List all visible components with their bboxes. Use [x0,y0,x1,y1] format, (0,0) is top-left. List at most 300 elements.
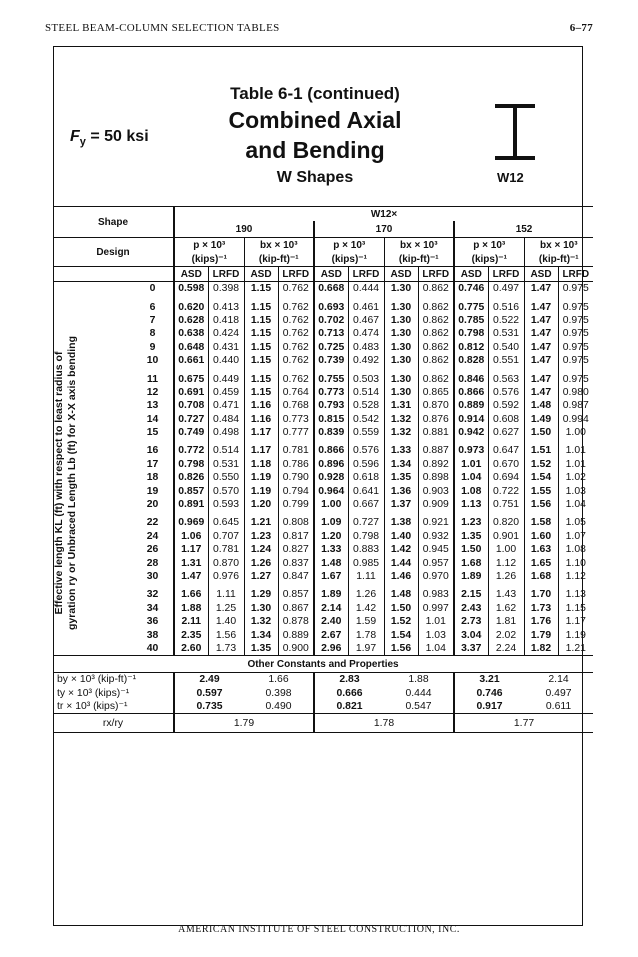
value-cell: 1.11 [208,588,244,601]
axis-spacer [53,458,138,471]
value-cell: 1.89 [314,588,348,601]
value-cell: 0.881 [418,426,454,439]
axis-spacer [53,444,138,457]
value-cell: 1.26 [244,556,278,569]
value-cell: 0.670 [488,458,524,471]
value-cell: 0.942 [454,426,488,439]
length-cell: 13 [146,400,159,412]
title-line2: Combined Axial [228,107,402,133]
value-cell: 1.15 [558,602,593,615]
table-row [53,413,593,426]
value-cell: 1.15 [244,341,278,354]
table-row [53,588,593,601]
length-cell: 36 [146,616,159,628]
value-cell: 0.576 [488,386,524,399]
value-cell: 1.18 [244,458,278,471]
value-cell: 0.762 [278,341,314,354]
table-row [53,642,593,656]
value-cell: 0.540 [488,341,524,354]
constant-value: 2.83 [314,673,384,687]
value-cell: 0.793 [314,399,348,412]
value-cell: 0.790 [278,471,314,484]
value-cell: 1.47 [524,386,558,399]
value-cell: 1.48 [384,588,418,601]
value-cell: 0.459 [208,386,244,399]
value-cell: 0.398 [208,282,244,296]
value-cell: 0.997 [418,602,454,615]
value-cell: 1.81 [488,615,524,628]
value-cell: 0.837 [278,556,314,569]
method-head: ASD [454,267,488,282]
value-cell: 1.30 [244,602,278,615]
value-cell: 1.36 [384,484,418,497]
value-cell: 0.514 [208,444,244,457]
value-cell: 0.909 [418,498,454,511]
value-cell: 1.35 [384,471,418,484]
value-cell: 0.661 [174,354,208,367]
value-cell: 0.775 [454,300,488,313]
value-cell: 0.870 [418,399,454,412]
axis-spacer [53,399,138,412]
ratio-value: 1.77 [454,714,593,733]
constant-value: 0.821 [314,700,384,714]
value-cell: 1.56 [524,498,558,511]
value-cell: 0.865 [418,386,454,399]
value-cell: 0.722 [488,484,524,497]
axis-spacer [53,615,138,628]
length-cell: 34 [146,602,159,614]
value-cell: 0.608 [488,413,524,426]
value-cell: 2.02 [488,628,524,641]
ratio-value: 1.78 [314,714,454,733]
length-cell: 32 [146,589,159,601]
table-row [53,458,593,471]
shape-group: W12× [174,207,593,222]
value-cell: 0.975 [558,327,593,340]
method-spacer [53,267,174,282]
value-cell: 0.983 [418,588,454,601]
value-cell: 1.26 [348,588,384,601]
constant-value: 0.398 [265,687,292,699]
value-cell: 1.08 [558,543,593,556]
value-cell: 0.531 [208,458,244,471]
value-cell: 0.857 [278,588,314,601]
table-row [53,628,593,641]
value-cell: 0.964 [314,484,348,497]
value-cell: 0.467 [348,314,384,327]
value-cell: 0.945 [418,543,454,556]
length-cell: 22 [146,517,159,529]
title-line4: W Shapes [276,169,354,186]
column-head: bx × 10³ [384,238,454,253]
value-cell: 1.30 [384,300,418,313]
column-head: bx × 10³ [244,238,314,253]
value-cell: 1.30 [384,372,418,385]
value-cell: 0.497 [488,282,524,296]
method-head: ASD [524,267,558,282]
length-cell: 17 [146,458,159,470]
value-cell: 0.777 [278,426,314,439]
value-cell: 0.762 [278,354,314,367]
value-cell: 0.694 [488,471,524,484]
value-cell: 1.52 [524,458,558,471]
fy-value: = 50 ksi [90,128,149,145]
value-cell: 0.817 [278,530,314,543]
constant-value: 2.14 [548,674,569,686]
weight-190: 190 [174,221,314,238]
value-cell: 1.48 [314,556,348,569]
value-cell: 0.980 [558,386,593,399]
value-cell: 0.862 [418,327,454,340]
axis-spacer [53,498,138,511]
value-cell: 0.596 [348,458,384,471]
value-cell: 0.449 [208,372,244,385]
value-cell: 1.24 [244,543,278,556]
weight-170: 170 [314,221,454,238]
value-cell: 1.62 [488,602,524,615]
value-cell: 1.34 [384,458,418,471]
constant-row [53,673,593,687]
ratio-row [53,714,593,733]
value-cell: 1.32 [384,413,418,426]
value-cell: 1.30 [384,354,418,367]
value-cell: 0.667 [348,498,384,511]
value-cell: 1.73 [524,602,558,615]
method-head: ASD [244,267,278,282]
shape-badge: W12 [497,170,524,185]
value-cell: 1.30 [384,327,418,340]
value-cell: 0.862 [418,372,454,385]
length-cell: 18 [146,472,159,484]
shape-label: Shape [98,216,129,228]
constant-value: 3.21 [454,673,524,687]
value-cell: 0.593 [208,498,244,511]
value-cell: 1.02 [558,471,593,484]
table-row [53,530,593,543]
constant-value: 0.547 [405,701,432,713]
value-cell: 1.42 [384,543,418,556]
value-cell: 0.889 [454,399,488,412]
value-cell: 0.862 [418,341,454,354]
axis-spacer [53,530,138,543]
axis-spacer [53,628,138,641]
table-row [53,543,593,556]
value-cell: 0.870 [208,556,244,569]
value-cell: 0.883 [348,543,384,556]
value-cell: 1.68 [454,556,488,569]
value-cell: 1.00 [488,543,524,556]
page-number: 6–77 [569,22,593,34]
value-cell: 1.40 [384,530,418,543]
value-cell: 1.04 [418,642,454,656]
value-cell: 1.47 [174,570,208,583]
value-cell: 1.52 [384,615,418,628]
value-cell: 0.799 [278,498,314,511]
value-cell: 1.12 [558,570,593,583]
value-cell: 1.35 [244,642,278,656]
value-cell: 1.21 [244,516,278,529]
value-cell: 0.975 [558,372,593,385]
title-line1: Table 6-1 (continued) [230,84,400,103]
value-cell: 1.76 [524,615,558,628]
value-cell: 1.04 [454,471,488,484]
axis-spacer [53,386,138,399]
value-cell: 1.47 [524,341,558,354]
value-cell: 0.798 [454,327,488,340]
value-cell: 0.471 [208,399,244,412]
value-cell: 0.648 [174,341,208,354]
value-cell: 1.15 [244,314,278,327]
value-cell: 0.768 [278,399,314,412]
value-cell: 0.592 [488,399,524,412]
value-cell: 0.550 [208,471,244,484]
value-cell: 0.431 [208,341,244,354]
value-cell: 0.847 [278,570,314,583]
value-cell: 0.424 [208,327,244,340]
fy-sub: y [79,136,86,149]
value-cell: 1.25 [208,602,244,615]
value-cell: 1.01 [418,615,454,628]
value-cell: 1.19 [558,628,593,641]
value-cell: 0.483 [348,341,384,354]
value-cell: 2.11 [174,615,208,628]
table-row [53,341,593,354]
value-cell: 0.627 [488,426,524,439]
length-cell: 0 [149,283,156,295]
table-row [53,615,593,628]
value-cell: 1.32 [244,615,278,628]
constant-value: 0.735 [174,700,244,714]
value-cell: 2.15 [454,588,488,601]
value-cell: 0.798 [174,458,208,471]
value-cell: 1.15 [244,354,278,367]
value-cell: 1.30 [384,341,418,354]
value-cell: 0.702 [314,314,348,327]
value-cell: 0.563 [488,372,524,385]
value-cell: 1.59 [348,615,384,628]
value-cell: 1.20 [244,498,278,511]
running-header: STEEL BEAM-COLUMN SELECTION TABLES [45,22,280,34]
value-cell: 1.31 [174,556,208,569]
value-cell: 0.708 [174,399,208,412]
value-cell: 1.15 [244,300,278,313]
value-cell: 0.975 [558,354,593,367]
value-cell: 1.42 [348,602,384,615]
length-cell: 38 [146,629,159,641]
value-cell: 1.17 [244,426,278,439]
value-cell: 0.749 [174,426,208,439]
value-cell: 1.34 [244,628,278,641]
value-cell: 1.19 [244,471,278,484]
value-cell: 0.516 [488,300,524,313]
table-row [53,556,593,569]
value-cell: 0.773 [278,413,314,426]
value-cell: 0.921 [418,516,454,529]
value-cell: 1.56 [208,628,244,641]
value-cell: 1.17 [244,444,278,457]
constant-value: 0.597 [174,687,244,700]
value-cell: 1.47 [524,354,558,367]
unit-head: (kips)⁻¹ [454,252,524,267]
value-cell: 1.30 [384,386,418,399]
value-cell: 0.862 [418,300,454,313]
unit-head: (kip-ft)⁻¹ [244,252,314,267]
value-cell: 0.727 [174,413,208,426]
value-cell: 0.785 [454,314,488,327]
column-head: p × 10³ [454,238,524,253]
value-cell: 0.542 [348,413,384,426]
value-cell: 1.12 [488,556,524,569]
value-cell: 0.598 [174,282,208,296]
value-cell: 1.23 [244,530,278,543]
axis-spacer [53,327,138,340]
axis-spacer [53,588,138,601]
table-bottom [53,733,593,734]
table-row [53,602,593,615]
length-cell: 24 [146,530,159,542]
value-cell: 0.820 [488,516,524,529]
value-cell: 1.13 [558,588,593,601]
value-cell: 0.896 [314,458,348,471]
value-cell: 1.50 [384,602,418,615]
value-cell: 1.04 [558,498,593,511]
value-cell: 0.798 [348,530,384,543]
value-cell: 1.78 [348,628,384,641]
value-cell: 0.866 [454,386,488,399]
method-head: LRFD [488,267,524,282]
value-cell: 0.903 [418,484,454,497]
table-row [53,354,593,367]
value-cell: 0.514 [348,386,384,399]
length-cell: 9 [149,341,156,353]
value-cell: 1.15 [244,372,278,385]
axis-spacer [53,642,138,656]
constant-value: 0.444 [405,687,432,699]
value-cell: 0.975 [558,300,593,313]
value-cell: 1.63 [524,543,558,556]
value-cell: 1.29 [244,588,278,601]
length-cell: 16 [146,445,159,457]
length-cell: 20 [146,499,159,511]
value-cell: 0.675 [174,372,208,385]
value-cell: 1.47 [524,282,558,296]
table-row [53,399,593,412]
value-cell: 1.44 [384,556,418,569]
value-cell: 0.618 [348,471,384,484]
length-cell: 15 [146,427,159,439]
ibeam-icon [495,104,535,160]
value-cell: 0.440 [208,354,244,367]
value-cell: 1.17 [174,543,208,556]
value-cell: 1.65 [524,556,558,569]
method-head: LRFD [208,267,244,282]
constant-value: 1.88 [408,674,429,686]
method-head: ASD [314,267,348,282]
value-cell: 0.862 [418,314,454,327]
value-cell: 2.43 [454,602,488,615]
value-cell: 0.668 [314,282,348,296]
value-cell: 0.772 [174,444,208,457]
constant-value: 0.917 [454,700,524,714]
value-cell: 1.50 [454,543,488,556]
method-head: LRFD [558,267,593,282]
value-cell: 1.32 [384,426,418,439]
value-cell: 0.975 [558,282,593,296]
value-cell: 1.15 [244,386,278,399]
value-cell: 0.901 [488,530,524,543]
value-cell: 2.40 [314,615,348,628]
value-cell: 0.887 [418,444,454,457]
value-cell: 1.17 [558,615,593,628]
value-cell: 0.576 [348,444,384,457]
length-cell: 12 [146,386,159,398]
table-row [53,498,593,511]
value-cell: 0.762 [278,314,314,327]
value-cell: 1.33 [314,543,348,556]
length-cell: 28 [146,557,159,569]
value-cell: 0.762 [278,282,314,296]
value-cell: 0.762 [278,327,314,340]
value-cell: 1.82 [524,642,558,656]
method-head: LRFD [278,267,314,282]
value-cell: 1.01 [558,458,593,471]
value-cell: 0.970 [418,570,454,583]
value-cell: 0.444 [348,282,384,296]
value-cell: 1.60 [524,530,558,543]
value-cell: 1.43 [488,588,524,601]
value-cell: 0.786 [278,458,314,471]
value-cell: 0.645 [208,516,244,529]
value-cell: 1.00 [314,498,348,511]
value-cell: 1.38 [384,516,418,529]
value-cell: 0.570 [208,484,244,497]
value-cell: 1.03 [418,628,454,641]
table-row [53,570,593,583]
value-cell: 0.891 [174,498,208,511]
value-cell: 0.928 [314,471,348,484]
axis-spacer [53,570,138,583]
table-row [53,372,593,385]
value-cell: 1.33 [384,444,418,457]
length-cell: 26 [146,544,159,556]
value-cell: 1.08 [454,484,488,497]
value-cell: 0.498 [208,426,244,439]
unit-head: (kip-ft)⁻¹ [524,252,593,267]
value-cell: 1.19 [244,484,278,497]
length-cell: 10 [146,355,159,367]
other-title-row [53,656,593,673]
value-cell: 0.647 [488,444,524,457]
length-cell: 40 [146,642,159,654]
ratio-label: rx/ry [102,717,124,729]
value-cell: 3.04 [454,628,488,641]
column-head: p × 10³ [174,238,244,253]
value-cell: 0.862 [418,354,454,367]
value-cell: 1.21 [558,642,593,656]
value-cell: 0.522 [488,314,524,327]
value-cell: 1.06 [174,530,208,543]
axis-spacer [53,354,138,367]
length-cell: 11 [147,373,158,385]
value-cell: 1.10 [558,556,593,569]
value-cell: 1.13 [454,498,488,511]
value-cell: 0.773 [314,386,348,399]
column-head: p × 10³ [314,238,384,253]
value-cell: 1.73 [208,642,244,656]
value-cell: 0.889 [278,628,314,641]
value-cell: 0.492 [348,354,384,367]
value-cell: 0.976 [208,570,244,583]
